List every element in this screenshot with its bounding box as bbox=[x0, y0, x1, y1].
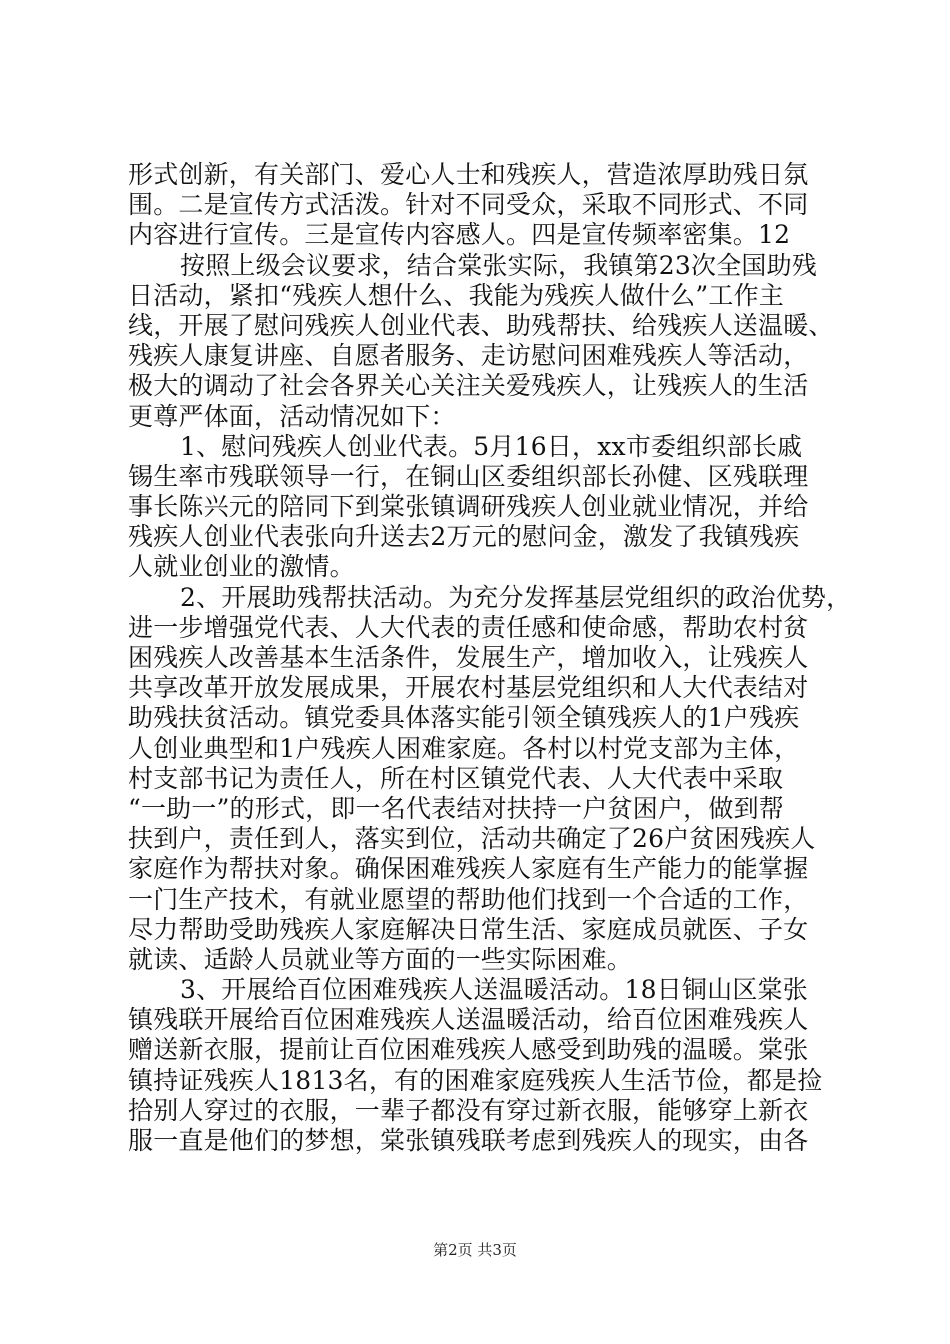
text-line: 形式创新，有关部门、爱心人士和残疾人，营造浓厚助残日氛 bbox=[128, 160, 809, 189]
text-line: 人创业典型和1户残疾人困难家庭。各村以村党支部为主体， bbox=[128, 733, 800, 763]
text-line: 围。二是宣传方式活泼。针对不同受众，采取不同形式、不同 bbox=[128, 190, 809, 220]
text-line: 赠送新衣服，提前让百位困难残疾人感受到助残的温暖。棠张 bbox=[128, 1035, 809, 1065]
text-line: 一门生产技术，有就业愿望的帮助他们找到一个合适的工作， bbox=[128, 884, 809, 914]
text-line: “一助一”的形式，即一名代表结对扶持一户贫困户，做到帮 bbox=[128, 793, 784, 823]
text-line: 村支部书记为责任人，所在村区镇党代表、人大代表中采取 bbox=[128, 763, 784, 793]
text-line: 3、开展给百位困难残疾人送温暖活动。18日铜山区棠张 bbox=[180, 975, 808, 1005]
text-line: 服一直是他们的梦想，棠张镇残联考虑到残疾人的现实，由各 bbox=[128, 1126, 809, 1155]
text-line: 扶到户，责任到人，落实到位，活动共确定了26户贫困残疾人 bbox=[128, 824, 816, 854]
text-line: 困残疾人改善基本生活条件，发展生产，增加收入，让残疾人 bbox=[128, 643, 809, 672]
text-line: 尽力帮助受助残疾人家庭解决日常生活、家庭成员就医、子女 bbox=[128, 914, 809, 944]
text-line: 按照上级会议要求，结合棠张实际，我镇第23次全国助残 bbox=[180, 250, 818, 280]
text-line: 极大的调动了社会各界关心关注关爱残疾人，让残疾人的生活 bbox=[128, 371, 809, 401]
document-body bbox=[128, 160, 852, 1156]
text-line: 镇持证残疾人1813名，有的困难家庭残疾人生活节俭，都是捡 bbox=[128, 1065, 823, 1095]
text-line: 镇残联开展给百位困难残疾人送温暖活动，给百位困难残疾人 bbox=[128, 1005, 809, 1035]
text-line: 人就业创业的激情。 bbox=[128, 552, 355, 582]
text-line: 日活动，紧扣“残疾人想什么、我能为残疾人做什么”工作主 bbox=[128, 280, 784, 310]
text-line: 残疾人创业代表张向升送去2万元的慰问金，激发了我镇残疾 bbox=[128, 522, 800, 552]
text-line: 内容进行宣传。三是宣传内容感人。四是宣传频率密集。12 bbox=[128, 220, 791, 250]
text-line: 家庭作为帮扶对象。确保困难残疾人家庭有生产能力的能掌握 bbox=[128, 854, 809, 884]
text-line: 2、开展助残帮扶活动。为充分发挥基层党组织的政治优势， bbox=[180, 582, 852, 612]
text-line: 就读、适龄人员就业等方面的一些实际困难。 bbox=[128, 944, 633, 974]
page-footer: 第2页 共3页 bbox=[433, 1241, 517, 1259]
text-line: 线，开展了慰问残疾人创业代表、助残帮扶、给残疾人送温暖、 bbox=[128, 310, 834, 340]
text-line: 锡生率市残联领导一行，在铜山区委组织部长孙健、区残联理 bbox=[128, 461, 809, 491]
text-line: 共享改革开放发展成果，开展农村基层党组织和人大代表结对 bbox=[128, 673, 809, 703]
text-line: 1、慰问残疾人创业代表。5月16日，xx市委组织部长戚 bbox=[180, 431, 803, 461]
text-line: 事长陈兴元的陪同下到棠张镇调研残疾人创业就业情况，并给 bbox=[128, 492, 809, 522]
text-line: 助残扶贫活动。镇党委具体落实能引领全镇残疾人的1户残疾 bbox=[128, 703, 800, 733]
text-line: 进一步增强党代表、人大代表的责任感和使命感，帮助农村贫 bbox=[128, 612, 809, 642]
text-line: 残疾人康复讲座、自愿者服务、走访慰问困难残疾人等活动， bbox=[128, 341, 809, 371]
text-line: 更尊严体面，活动情况如下： bbox=[128, 401, 456, 431]
text-line: 拾别人穿过的衣服，一辈子都没有穿过新衣服，能够穿上新衣 bbox=[128, 1095, 809, 1125]
